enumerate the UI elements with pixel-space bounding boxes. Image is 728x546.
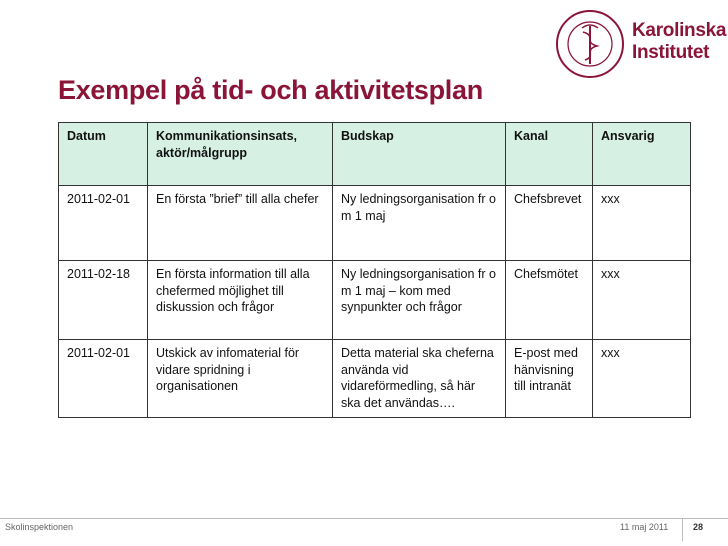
header-kanal: Kanal (506, 123, 593, 186)
page-number: 28 (693, 522, 704, 532)
cell-datum: 2011-02-01 (59, 340, 148, 418)
cell-ansvarig: xxx (593, 261, 691, 340)
header-ansvarig: Ansvarig (593, 123, 691, 186)
cell-kanal: Chefsbrevet (506, 186, 593, 261)
footer-date: 11 maj 2011 (620, 522, 669, 532)
table-row (59, 186, 691, 261)
table-row (59, 340, 691, 418)
logo-line-2: Institutet (632, 42, 710, 63)
table-row (59, 261, 691, 340)
table-header-row (59, 123, 691, 186)
cell-insats: En första information till alla chefermed möjlighet till diskussion och frågor (148, 261, 333, 340)
logo-line-1: Karolinska (632, 20, 727, 41)
cell-budskap: Ny ledningsorganisation fr o m 1 maj (333, 186, 506, 261)
cell-kanal: E-post med hänvisning till intranät (506, 340, 593, 418)
cell-kanal: Chefsmötet (506, 261, 593, 340)
cell-insats: En första ”brief” till alla chefer (148, 186, 333, 261)
cell-insats: Utskick av infomaterial för vidare spridning i organisationen (148, 340, 333, 418)
header-budskap: Budskap (333, 123, 506, 186)
footer-separator (682, 519, 683, 541)
cell-datum: 2011-02-01 (59, 186, 148, 261)
cell-ansvarig: xxx (593, 186, 691, 261)
seal-icon (552, 8, 630, 80)
logo-wordmark (632, 20, 726, 64)
header-kommunikationsinsats: Kommunikationsinsats, aktör/målgrupp (148, 123, 333, 186)
cell-datum: 2011-02-18 (59, 261, 148, 340)
header-datum: Datum (59, 123, 148, 186)
footer-organization: Skolinspektionen (5, 522, 74, 532)
cell-budskap: Detta material ska cheferna använda vid vidareförmedling, så här ska det användas…. (333, 340, 506, 418)
slide-title: Exempel på tid- och aktivitetsplan (58, 75, 483, 105)
cell-budskap: Ny ledningsorganisation fr o m 1 maj – kom med synpunkter och frågor (333, 261, 506, 340)
cell-ansvarig: xxx (593, 340, 691, 418)
activity-plan-table (58, 122, 691, 418)
footer-divider (0, 518, 728, 519)
